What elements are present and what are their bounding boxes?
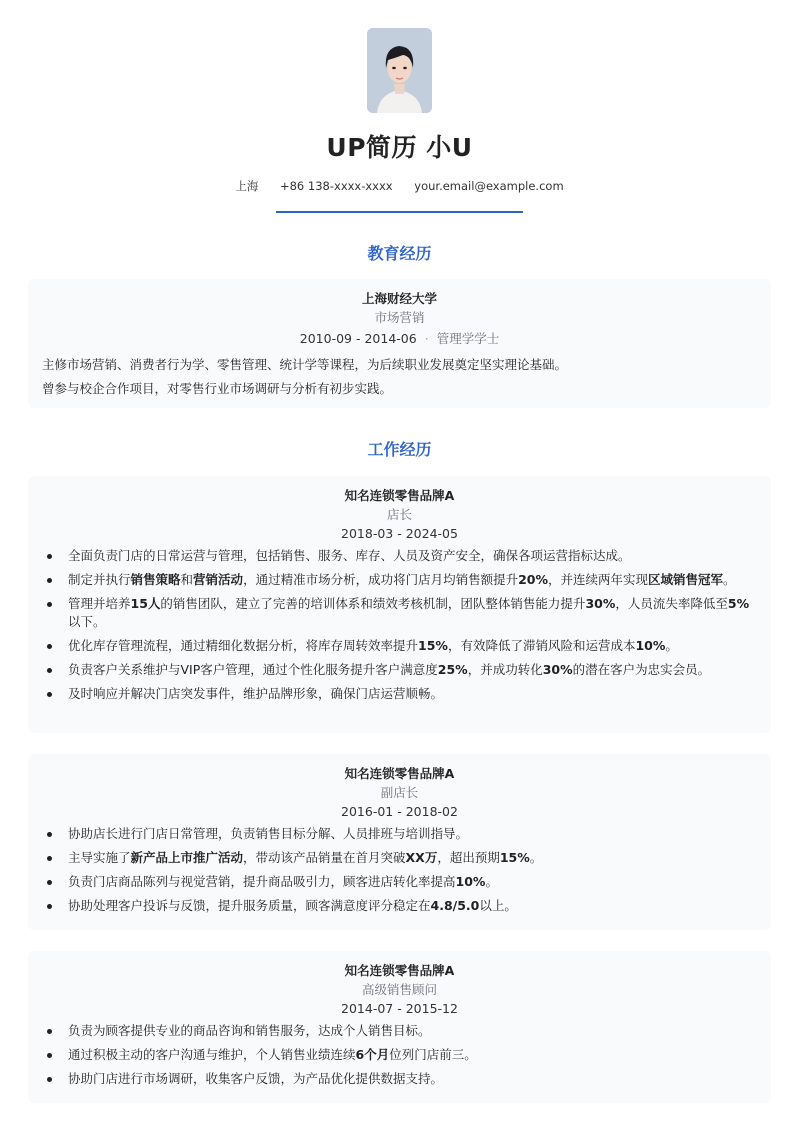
major: 市场营销: [374, 310, 425, 325]
responsibility-item: [44, 1070, 751, 1088]
description-line: 主修市场营销、消费者行为学、零售管理、统计学等课程，为后续职业发展奠定坚实理论基础。: [42, 357, 568, 372]
highlight-text: 10%: [455, 874, 486, 889]
highlight-text: 10%: [635, 638, 666, 653]
responsibility-item: [44, 1046, 751, 1064]
education-dates-row: [28, 329, 771, 347]
text-segment: 协助处理客户投诉与反馈，提升服务质量，顾客满意度评分稳定在: [68, 898, 431, 913]
text-segment: 负责客户关系维护与VIP客户管理，通过个性化服务提升客户满意度: [68, 662, 438, 677]
position: 副店长: [380, 785, 419, 800]
work-dates: 2016-01 - 2018-02: [341, 804, 458, 819]
work-card: [28, 951, 771, 1103]
candidate-name: UP简历 小U: [326, 133, 473, 162]
text-segment: 位列门店前三。: [389, 1047, 477, 1062]
company-name: 知名连锁零售品牌A: [344, 488, 455, 503]
highlight-text: 6个月: [355, 1047, 390, 1062]
highlight-text: 15%: [418, 638, 448, 653]
text-segment: 协助门店进行市场调研，收集客户反馈，为产品优化提供数据支持。: [68, 1071, 444, 1086]
text-segment: 通过积极主动的客户沟通与维护，个人销售业绩连续: [68, 1047, 356, 1062]
phone-text: +86 138-xxxx-xxxx: [279, 179, 393, 193]
education-card: [28, 279, 771, 408]
profile-photo: [367, 28, 432, 113]
highlight-text: 15人: [130, 596, 161, 611]
text-segment: ，并成功转化: [467, 662, 543, 677]
responsibility-item: [44, 595, 751, 631]
email-link[interactable]: your.email@example.com: [414, 179, 564, 193]
responsibility-item: [44, 547, 751, 565]
highlight-text: 20%: [518, 572, 548, 587]
text-segment: 负责为顾客提供专业的商品咨询和销售服务，达成个人销售目标。: [68, 1023, 431, 1038]
responsibility-list: [28, 1022, 771, 1088]
text-segment: ，超出预期: [437, 850, 500, 865]
text-segment: 和: [180, 572, 194, 587]
responsibility-item: [44, 571, 751, 589]
school-name: 上海财经大学: [361, 291, 437, 306]
education-dates: 2010-09 - 2014-06: [299, 331, 417, 346]
work-section-title: 工作经历: [367, 440, 432, 459]
text-segment: ，并连续两年实现: [548, 572, 649, 587]
text-segment: 以上。: [479, 898, 517, 913]
responsibility-item: [44, 825, 751, 843]
header-divider: [276, 211, 523, 213]
text-segment: 协助店长进行门店日常管理，负责销售目标分解、人员排班与培训指导。: [68, 826, 469, 841]
text-segment: 负责门店商品陈列与视觉营销，提升商品吸引力，顾客进店转化率提高: [68, 874, 456, 889]
text-segment: 。: [723, 572, 736, 587]
text-segment: 主导实施了: [68, 850, 131, 865]
text-segment: 的销售团队，建立了完善的培训体系和绩效考核机制，团队整体销售能力提升: [160, 596, 586, 611]
education-section-title: 教育经历: [367, 244, 432, 263]
highlight-text: 5%: [727, 596, 750, 611]
contact-info: [0, 178, 799, 194]
text-segment: 的潜在客户为忠实会员。: [572, 662, 711, 677]
highlight-text: 15%: [499, 850, 530, 865]
work-card: [28, 476, 771, 733]
highlight-text: 30%: [585, 596, 616, 611]
description-line: 曾参与校企合作项目，对零售行业市场调研与分析有初步实践。: [42, 381, 393, 396]
degree: 管理学学士: [436, 331, 500, 346]
position: 店长: [386, 507, 412, 522]
text-segment: 制定并执行: [68, 572, 131, 587]
text-segment: ，通过精准市场分析，成功将门店月均销售额提升: [243, 572, 519, 587]
text-segment: 全面负责门店的日常运营与管理，包括销售、服务、库存、人员及资产安全，确保各项运营指标达成。: [68, 548, 631, 563]
highlight-text: 4.8/5.0: [430, 898, 480, 913]
position: 高级销售顾问: [361, 982, 437, 997]
separator-dot: ·: [424, 331, 429, 346]
responsibility-list: [28, 825, 771, 915]
highlight-text: XX万: [405, 850, 438, 865]
responsibility-item: [44, 897, 751, 915]
text-segment: 。: [529, 850, 543, 865]
highlight-text: 销售策略: [130, 572, 181, 587]
responsibility-item: [44, 685, 751, 703]
text-segment: 优化库存管理流程，通过精细化数据分析，将库存周转效率提升: [68, 638, 419, 653]
location-text: 上海: [235, 179, 259, 193]
person-portrait-icon: [367, 28, 432, 113]
work-dates: 2014-07 - 2015-12: [341, 1001, 458, 1016]
company-name: 知名连锁零售品牌A: [344, 963, 455, 978]
responsibility-item: [44, 1022, 751, 1040]
highlight-text: 营销活动: [193, 572, 244, 587]
responsibility-item: [44, 873, 751, 891]
highlight-text: 25%: [437, 662, 468, 677]
work-card: [28, 754, 771, 930]
education-description: [28, 353, 771, 401]
responsibility-item: [44, 661, 751, 679]
responsibility-list: [28, 547, 771, 703]
company-name: 知名连锁零售品牌A: [344, 766, 455, 781]
text-segment: ，有效降低了滞销风险和运营成本: [447, 638, 636, 653]
text-segment: 以下。: [68, 614, 106, 629]
responsibility-item: [44, 637, 751, 655]
text-segment: 。: [485, 874, 498, 889]
text-segment: 。: [665, 638, 678, 653]
highlight-text: 新产品上市推广活动: [130, 850, 244, 865]
work-dates: 2018-03 - 2024-05: [341, 526, 458, 541]
highlight-text: 区域销售冠军: [648, 572, 724, 587]
highlight-text: 30%: [542, 662, 573, 677]
text-segment: ，人员流失率降低至: [615, 596, 728, 611]
text-segment: ，带动该产品销量在首月突破: [243, 850, 406, 865]
text-segment: 及时响应并解决门店突发事件，维护品牌形象，确保门店运营顺畅。: [68, 686, 444, 701]
responsibility-item: [44, 849, 751, 867]
text-segment: 管理并培养: [68, 596, 131, 611]
